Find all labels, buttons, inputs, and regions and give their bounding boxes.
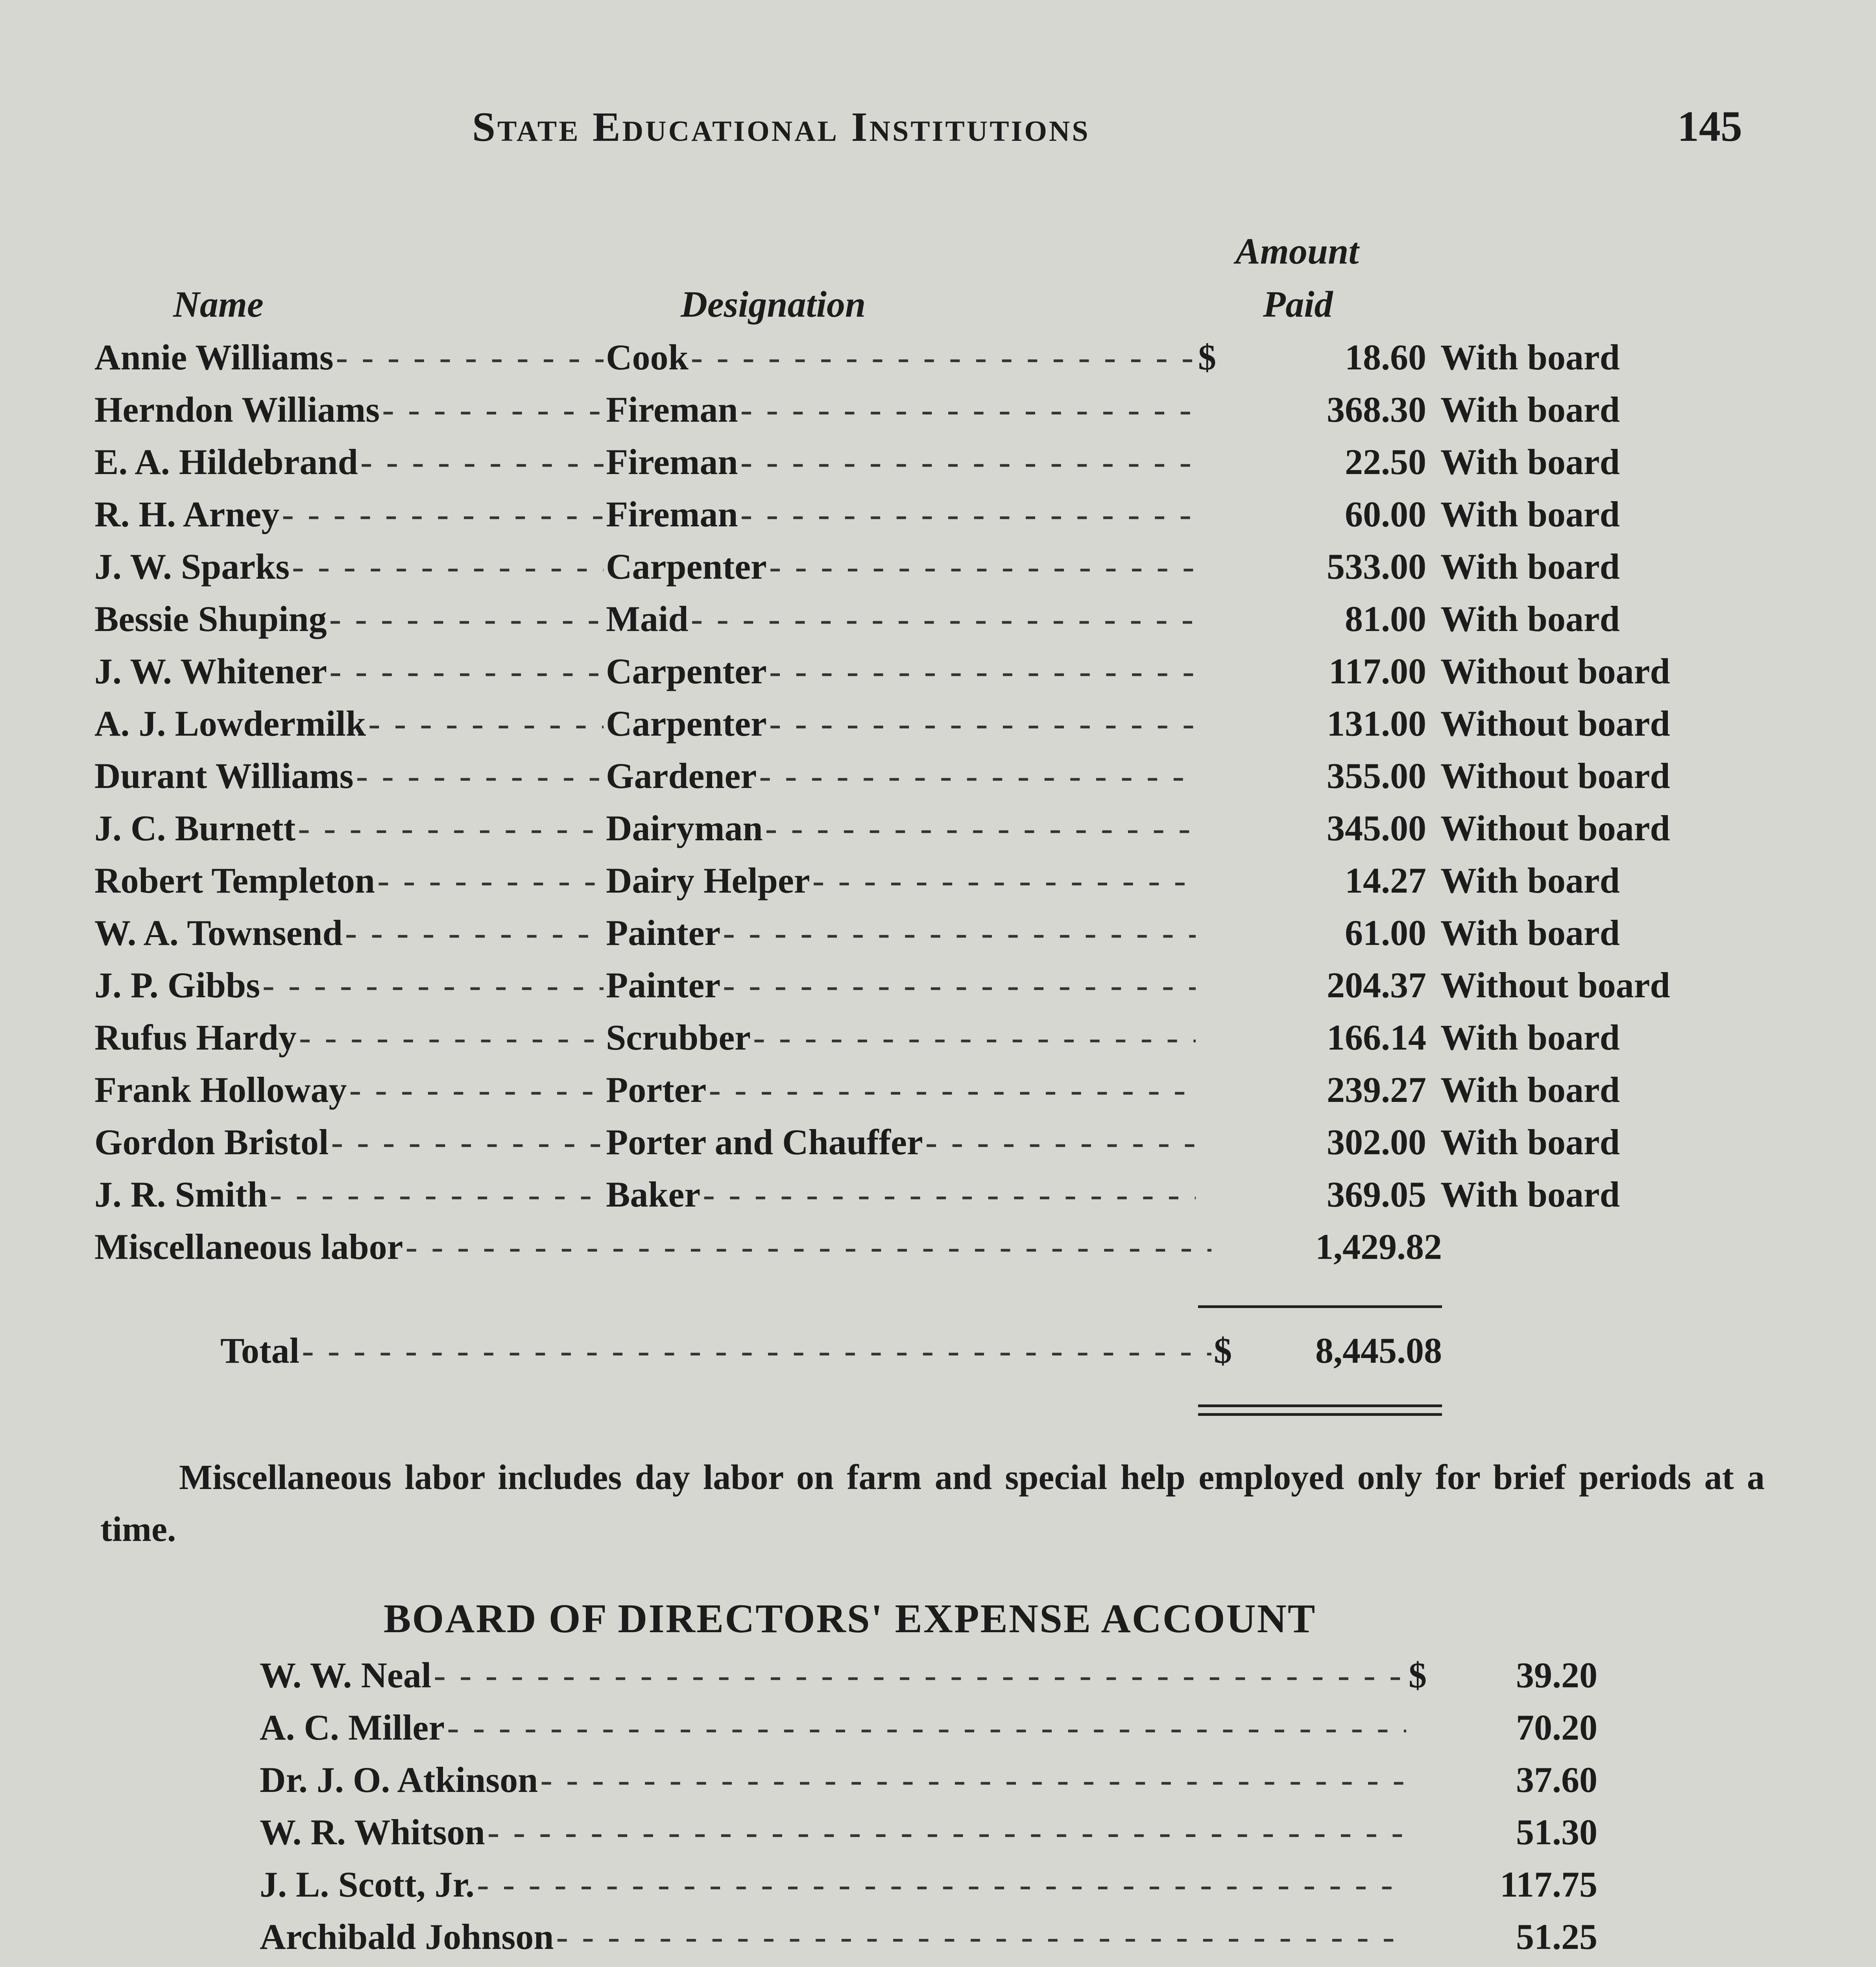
employee-board-note: Without board xyxy=(1440,965,1670,1005)
table-row xyxy=(94,860,1771,903)
employee-amount: 166.14 xyxy=(1327,1017,1426,1057)
employee-amount: 239.27 xyxy=(1327,1070,1426,1110)
employee-amount: 18.60 xyxy=(1345,337,1426,377)
employee-board-note: With board xyxy=(1440,389,1620,430)
employee-designation: Dairy Helper xyxy=(606,860,810,900)
employee-designation: Porter and Chauffer xyxy=(606,1122,923,1162)
employee-designation: Painter xyxy=(606,913,721,953)
employee-amount: 369.05 xyxy=(1327,1174,1426,1214)
page-number: 145 xyxy=(1677,102,1742,150)
total-row xyxy=(220,1330,1442,1373)
employee-designation: Maid xyxy=(606,599,689,639)
amount-heading-line1: Amount xyxy=(1235,231,1359,272)
table-row xyxy=(94,912,1771,955)
employee-amount: 22.50 xyxy=(1345,442,1426,482)
employee-board-note: With board xyxy=(1440,860,1620,900)
table-row xyxy=(94,389,1771,432)
table-row xyxy=(260,1864,1597,1907)
misc-labor-row xyxy=(94,1226,1442,1269)
table-row xyxy=(94,546,1771,589)
director-name: W. R. Whitson xyxy=(260,1812,485,1852)
employee-designation: Porter xyxy=(606,1070,707,1110)
currency-symbol: $ xyxy=(1409,1655,1427,1695)
employee-board-note: With board xyxy=(1440,1174,1620,1214)
employee-amount: 81.00 xyxy=(1345,599,1426,639)
table-row xyxy=(260,1811,1597,1854)
employee-amount: 117.00 xyxy=(1329,651,1426,691)
misc-labor-note: Miscellaneous labor includes day labor on farm and special help employed only for brief periods at a time. xyxy=(100,1458,1765,1549)
employee-name: J. W. Whitener xyxy=(94,651,327,691)
employee-board-note: With board xyxy=(1440,442,1620,482)
employee-board-note: Without board xyxy=(1440,703,1670,744)
employee-amount: 14.27 xyxy=(1345,860,1426,900)
employee-name: Bessie Shuping xyxy=(94,599,327,639)
employee-board-note: With board xyxy=(1440,1070,1620,1110)
misc-labor-label: Miscellaneous labor xyxy=(94,1227,403,1267)
employee-name: J. R. Smith xyxy=(94,1174,268,1214)
currency-symbol: $ xyxy=(1214,1330,1232,1371)
employee-name: Gordon Bristol xyxy=(94,1122,329,1162)
table-row xyxy=(94,703,1771,746)
employee-name: Durant Williams xyxy=(94,756,354,796)
total-double-rule-bottom xyxy=(1198,1413,1442,1416)
employee-board-note: With board xyxy=(1440,913,1620,953)
employee-board-note: With board xyxy=(1440,494,1620,534)
table-row xyxy=(260,1654,1597,1698)
employee-designation: Fireman xyxy=(606,389,738,430)
amount-heading-line2: Paid xyxy=(1263,284,1333,325)
employee-name: J. W. Sparks xyxy=(94,546,290,587)
table-row xyxy=(94,807,1771,851)
employee-designation: Painter xyxy=(606,965,721,1005)
employee-board-note: Without board xyxy=(1440,756,1670,796)
running-header: State Educational Institutions xyxy=(472,104,1090,150)
employee-amount: 345.00 xyxy=(1327,808,1426,848)
employee-board-note: With board xyxy=(1440,1017,1620,1057)
employee-board-note: Without board xyxy=(1440,808,1670,848)
director-name: W. W. Neal xyxy=(260,1655,432,1695)
employee-name: Annie Williams xyxy=(94,337,334,377)
name-heading: Name xyxy=(173,284,264,325)
employee-name: Robert Templeton xyxy=(94,860,375,900)
employee-amount: 204.37 xyxy=(1327,965,1426,1005)
director-amount: 39.20 xyxy=(1516,1655,1597,1695)
director-amount: 51.25 xyxy=(1516,1917,1597,1957)
employee-name: E. A. Hildebrand xyxy=(94,442,358,482)
table-row xyxy=(94,1121,1771,1164)
employee-designation: Carpenter xyxy=(606,546,767,587)
table-row xyxy=(260,1707,1597,1750)
table-row xyxy=(260,1759,1597,1802)
table-row xyxy=(94,1017,1771,1060)
total-label: Total xyxy=(220,1330,300,1371)
director-name: Dr. J. O. Atkinson xyxy=(260,1760,538,1800)
employee-name: Frank Holloway xyxy=(94,1070,347,1110)
employee-designation: Gardener xyxy=(606,756,757,796)
employee-amount: 60.00 xyxy=(1345,494,1426,534)
employee-name: W. A. Townsend xyxy=(94,913,343,953)
director-amount: 117.75 xyxy=(1500,1864,1597,1904)
total-rule xyxy=(1198,1305,1442,1308)
director-name: J. L. Scott, Jr. xyxy=(260,1864,475,1904)
employee-designation: Dairyman xyxy=(606,808,763,848)
employee-board-note: With board xyxy=(1440,337,1620,377)
employee-amount: 533.00 xyxy=(1327,546,1426,587)
employee-designation: Baker xyxy=(606,1174,701,1214)
employee-board-note: With board xyxy=(1440,1122,1620,1162)
employee-amount: 61.00 xyxy=(1345,913,1426,953)
director-name: Archibald Johnson xyxy=(260,1917,554,1957)
misc-labor-amount: 1,429.82 xyxy=(1315,1227,1442,1267)
employee-amount: 131.00 xyxy=(1327,703,1426,744)
table-row xyxy=(94,336,1771,380)
employee-board-note: With board xyxy=(1440,599,1620,639)
table-row xyxy=(94,755,1771,798)
table-row xyxy=(94,441,1771,484)
table-row xyxy=(260,1916,1597,1959)
employee-name: A. J. Lowdermilk xyxy=(94,703,366,744)
employee-name: R. H. Arney xyxy=(94,494,280,534)
designation-heading: Designation xyxy=(681,284,866,325)
table-row xyxy=(94,1174,1771,1217)
employee-name: Herndon Williams xyxy=(94,389,380,430)
table-row xyxy=(94,1069,1771,1112)
employee-designation: Fireman xyxy=(606,442,738,482)
employee-amount: 302.00 xyxy=(1327,1122,1426,1162)
employee-designation: Carpenter xyxy=(606,651,767,691)
employee-name: J. C. Burnett xyxy=(94,808,296,848)
total-amount: 8,445.08 xyxy=(1315,1330,1442,1371)
table-row xyxy=(94,650,1771,694)
director-amount: 37.60 xyxy=(1516,1760,1597,1800)
employee-name: Rufus Hardy xyxy=(94,1017,297,1057)
employee-designation: Fireman xyxy=(606,494,738,534)
total-double-rule-top xyxy=(1198,1404,1442,1407)
currency-symbol: $ xyxy=(1198,337,1216,377)
table-row xyxy=(94,493,1771,537)
employee-board-note: With board xyxy=(1440,546,1620,587)
director-amount: 51.30 xyxy=(1516,1812,1597,1852)
director-name: A. C. Miller xyxy=(260,1707,445,1747)
employee-board-note: Without board xyxy=(1440,651,1670,691)
director-amount: 70.20 xyxy=(1516,1707,1597,1747)
employee-amount: 368.30 xyxy=(1327,389,1426,430)
table-row xyxy=(94,964,1771,1007)
employee-amount: 355.00 xyxy=(1327,756,1426,796)
employee-name: J. P. Gibbs xyxy=(94,965,260,1005)
employee-designation: Cook xyxy=(606,337,689,377)
employee-designation: Carpenter xyxy=(606,703,767,744)
board-expense-title: BOARD OF DIRECTORS' EXPENSE ACCOUNT xyxy=(384,1596,1317,1641)
employee-designation: Scrubber xyxy=(606,1017,751,1057)
table-row xyxy=(94,598,1771,641)
